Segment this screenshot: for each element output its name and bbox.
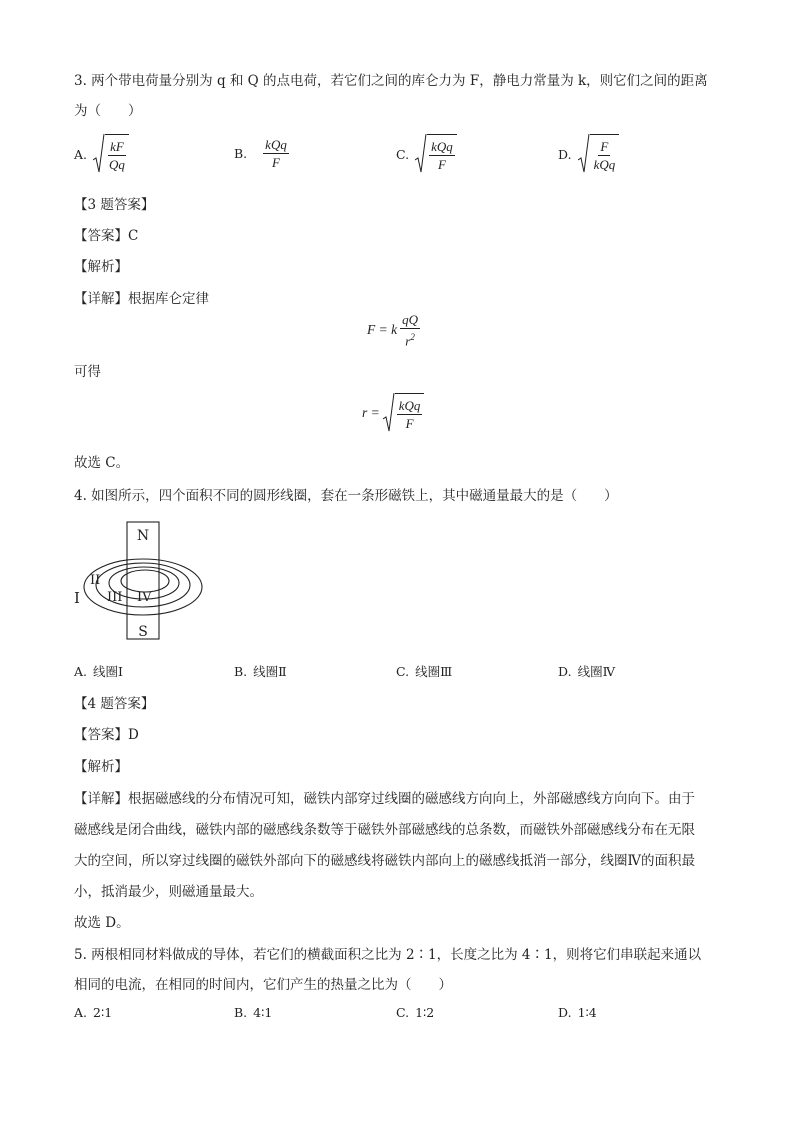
q4-answer: 【答案】D [74,727,139,743]
sqrt-expression [383,393,425,433]
q4-detail-line-1: 【详解】根据磁感线的分布情况可知，磁铁内部穿过线圈的磁感线方向向上，外部磁感线方向向下。由于 [74,791,695,807]
formula-lhs: r = [362,405,380,420]
fraction-numerator: kQq [265,137,287,152]
q3-stem-line1: 3. 两个带电荷量分别为 q 和 Q 的点电荷，若它们之间的库仑力为 F，静电力常量为 k，则它们之间的距离 [74,73,708,89]
q3-analysis: 【解析】 [74,259,128,275]
option-text: 线圈Ⅰ [93,664,123,679]
option-text: 4∶1 [253,1005,273,1020]
option-label: C. [396,146,410,162]
q4-analysis: 【解析】 [74,759,128,775]
q5-option-b[interactable] [234,1005,272,1020]
q5-stem-line1: 5. 两根相同材料做成的导体，若它们的横截面积之比为 2∶1，长度之比为 4∶1，则将它们串联起来通以 [74,947,702,963]
distance-formula [362,393,424,433]
q3-conclusion: 故选 C。 [74,455,130,471]
q3-answer-header: 【3 题答案】 [74,197,155,213]
q3-answer: 【答案】C [74,228,139,244]
option-text: 线圈Ⅳ [577,664,616,679]
fraction-denominator: r [405,333,411,349]
option-label: B. [234,1005,248,1020]
q5-stem-line2: 相同的电流，在相同的时间内，它们产生的热量之比为（ ） [74,977,452,993]
q5-option-d[interactable] [558,1005,597,1020]
fraction-numerator: F [600,139,609,154]
option-text: 1∶2 [415,1005,435,1020]
fraction-numerator: kF [110,139,124,154]
option-label: D. [558,146,572,162]
option-label: C. [396,663,410,679]
fraction-denominator: Qq [109,157,125,172]
q3-stem-line2: 为（ ） [74,103,142,119]
formula-lhs: F = k [367,322,398,338]
option-text: 1∶4 [577,1005,597,1020]
fraction-numerator: qQ [402,312,418,327]
fraction-denominator: F [437,157,446,172]
coil-label-ii: II [90,573,101,588]
q4-detail-line-3: 大的空间，所以穿过线圈的磁铁外部向下的磁感线将磁铁内部向上的磁感线抵消一部分，线圈Ⅳ的面积最 [74,853,695,869]
fraction-numerator: kQq [398,398,421,413]
fraction-denominator: kQq [593,157,616,172]
option-text: 线圈Ⅱ [253,664,287,679]
option-label: D. [558,663,572,679]
q4-detail-line-4: 小，抵消最少，则磁通量最大。 [74,884,263,900]
option-label: A. [74,663,88,679]
coil-label-iii: III [107,590,123,605]
option-label: B. [234,146,248,161]
sqrt-expression [415,134,457,174]
fraction-denominator: F [405,416,414,431]
coil-label-i: I [74,589,80,607]
option-text: 线圈Ⅲ [415,664,453,679]
option-label: A. [74,146,88,162]
north-pole-label: N [136,528,150,544]
q3-option-a[interactable] [74,134,129,174]
coil-label-iv: IV [137,590,152,605]
south-pole-label: S [138,624,148,640]
option-label: B. [234,663,248,679]
exponent: 2 [410,332,415,342]
sqrt-expression [578,134,620,174]
option-label: C. [396,1005,410,1020]
q4-stem: 4. 如图所示，四个面积不同的圆形线圈，套在一条形磁铁上，其中磁通量最大的是（ ） [74,488,618,504]
fraction-denominator: F [272,155,280,170]
q4-answer-header: 【4 题答案】 [74,696,155,712]
coulomb-law-formula [367,312,420,348]
option-label: D. [558,1005,572,1020]
q3-option-c[interactable] [396,134,457,174]
option-text: 2∶1 [93,1005,113,1020]
q3-option-b[interactable] [234,137,289,170]
q4-option-a[interactable] [74,662,123,680]
q3-keyi: 可得 [74,364,101,380]
fraction-numerator: kQq [431,139,453,154]
q4-conclusion: 故选 D。 [74,915,130,931]
q5-option-c[interactable] [396,1005,434,1020]
magnet-coils-figure [70,516,210,646]
option-label: A. [74,1005,88,1020]
q4-option-c[interactable] [396,662,452,680]
q5-option-a[interactable] [74,1005,112,1020]
q4-detail-line-2: 磁感线是闭合曲线，磁铁内部的磁感线条数等于磁铁外部磁感线的总条数，而磁铁外部磁感线分布在无限 [74,822,695,838]
q4-option-d[interactable] [558,662,615,680]
sqrt-expression [93,134,129,174]
q3-option-d[interactable] [558,134,619,174]
q3-detail: 【详解】根据库仑定律 [74,291,209,307]
q4-option-b[interactable] [234,662,287,680]
